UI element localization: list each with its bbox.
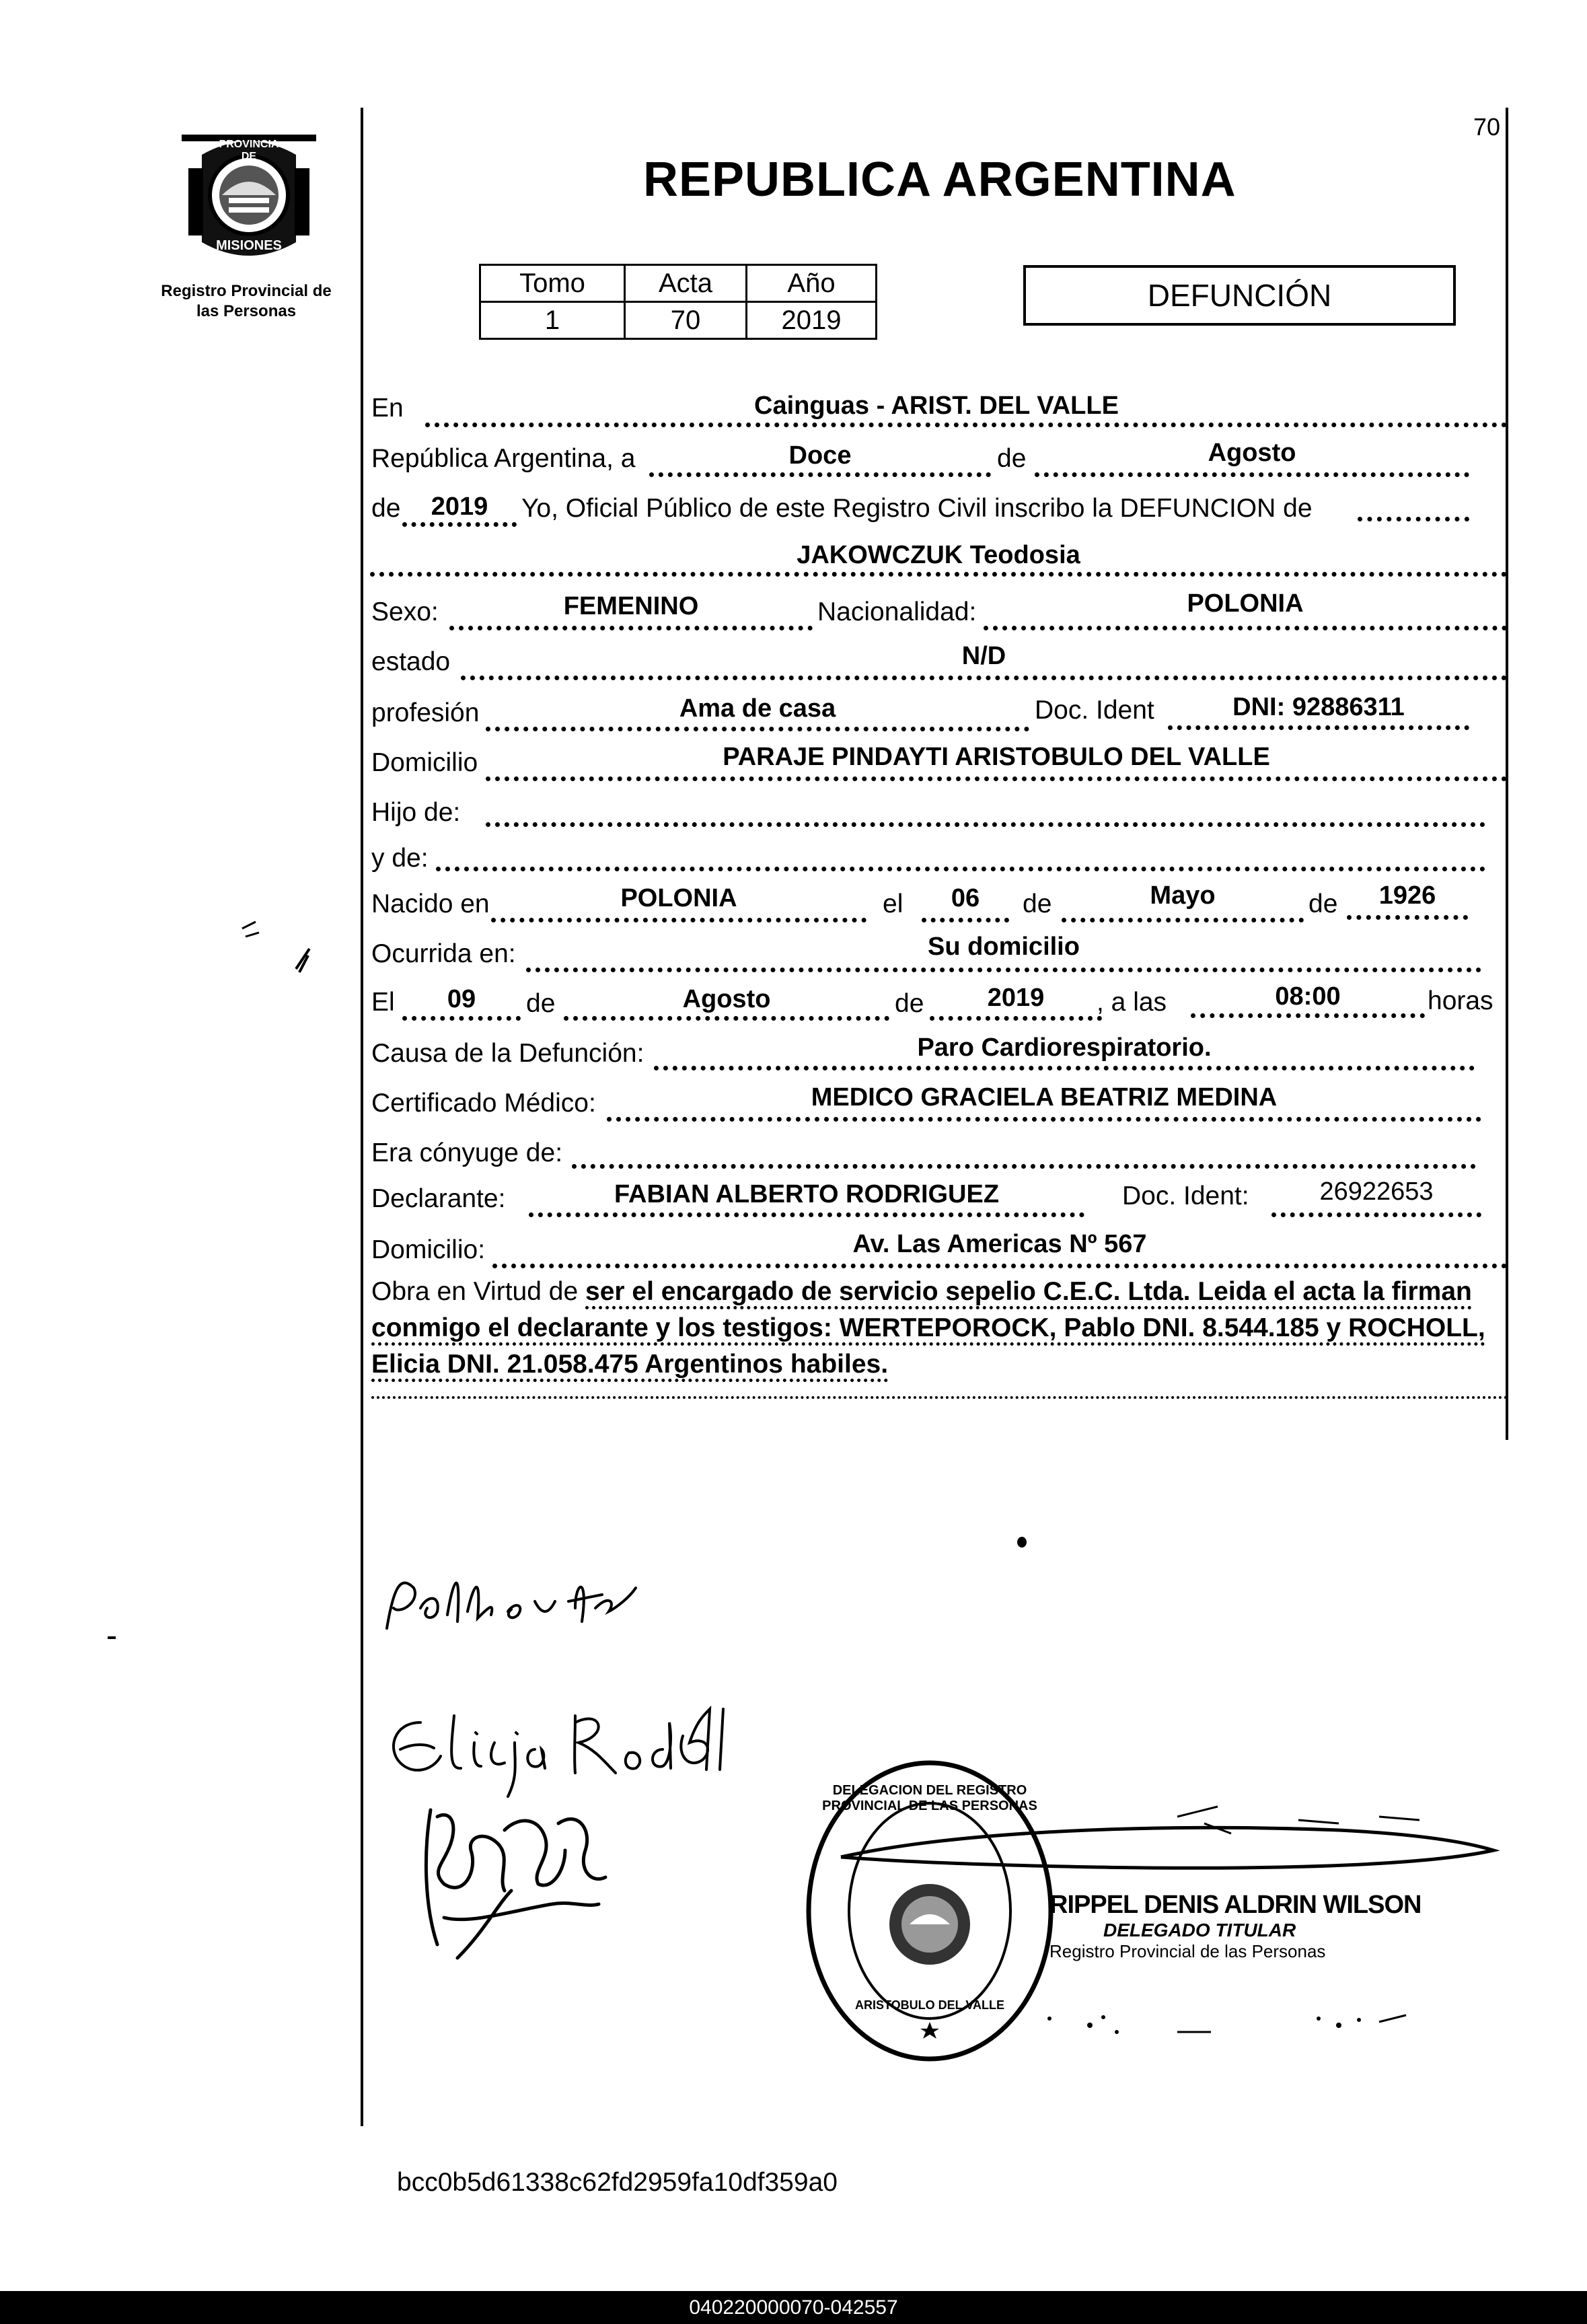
table-header-ano: Año	[747, 265, 877, 302]
estado-value: N/D	[961, 642, 1006, 670]
declarante-label: Declarante:	[371, 1184, 506, 1213]
dot-mark	[1017, 1537, 1027, 1548]
domicilio-label: Domicilio	[371, 748, 478, 777]
de-label-1: de	[997, 444, 1027, 473]
de-label-6: de	[895, 989, 924, 1018]
estado-label: estado	[371, 647, 451, 676]
birth-month: Mayo	[1150, 881, 1216, 910]
death-time: 08:00	[1275, 982, 1341, 1011]
conyuge-line	[572, 1164, 1476, 1169]
nacido-value: POLONIA	[620, 884, 737, 912]
document-hash: bcc0b5d61338c62fd2959fa10df359a0	[397, 2168, 838, 2197]
birth-year: 1926	[1378, 881, 1436, 910]
declarante-doc-label: Doc. Ident:	[1122, 1182, 1249, 1210]
declarante-value: FABIAN ALBERTO RODRIGUEZ	[614, 1180, 1000, 1208]
causa-value: Paro Cardiorespiratorio.	[917, 1033, 1212, 1062]
el-label: el	[883, 889, 903, 918]
name-line	[370, 572, 1507, 577]
ocurrida-label: Ocurrida en:	[371, 939, 516, 968]
obra-text: ser el encargado de servicio sepelio C.E.C. Ltda. Leida el acta la firman conmigo el declarante y los testigos: WERTEPOROCK, Pablo DNI. 8.544.185 y ROCHOLL, Elicia DNI. 21.058.475 Argentinos habiles.	[371, 1277, 1485, 1382]
registry-name	[132, 281, 361, 322]
conyuge-label: Era cónyuge de:	[371, 1138, 563, 1167]
day-line	[649, 472, 991, 477]
profesion-line	[486, 727, 1029, 731]
yde-label: y de:	[371, 844, 429, 873]
obra-end-line	[371, 1396, 1508, 1399]
official-block	[1049, 1891, 1426, 1962]
ocurrida-line	[526, 968, 1481, 972]
yde-line	[436, 867, 1485, 871]
death-year-line	[930, 1016, 1102, 1021]
registry-line-1: Registro Provincial de	[161, 282, 332, 300]
declarante-doc-line	[1271, 1212, 1481, 1217]
table-value-ano: 2019	[747, 302, 877, 339]
table-header-acta: Acta	[625, 265, 747, 302]
logo-text-bottom: MISIONES	[216, 238, 282, 253]
birth-year-line	[1347, 915, 1468, 920]
doc-ident-value: DNI: 92886311	[1232, 693, 1405, 721]
document-title: REPUBLICA ARGENTINA	[643, 153, 1237, 207]
official-name: RIPPEL DENIS ALDRIN WILSON	[1049, 1891, 1422, 1919]
nacionalidad-value: POLONIA	[1187, 589, 1304, 618]
stamp-ring-text: DELEGACION DEL REGISTRO PROVINCIAL DE LAS PERSONAS	[822, 1783, 1037, 1813]
signature-witness-1	[373, 1548, 656, 1655]
certificado-value: MEDICO GRACIELA BEATRIZ MEDINA	[811, 1083, 1278, 1112]
table-value-acta: 70	[625, 302, 747, 339]
death-month-line	[564, 1016, 889, 1021]
page-number: 70	[1473, 113, 1501, 141]
signature-declarant	[404, 1770, 619, 1971]
nacido-label: Nacido en	[371, 889, 490, 918]
death-year: 2019	[987, 984, 1045, 1012]
declarante-doc-value: 26922653	[1319, 1177, 1434, 1206]
official-stamp	[802, 1756, 1058, 2066]
horas-label: horas	[1428, 986, 1493, 1015]
death-day: 09	[447, 985, 476, 1013]
record-type-box	[1023, 265, 1456, 326]
record-type: DEFUNCIÓN	[1147, 278, 1332, 313]
obra-label: Obra en Virtud de	[371, 1277, 579, 1306]
nacionalidad-line	[984, 626, 1507, 630]
death-time-line	[1191, 1013, 1425, 1018]
sexo-line	[449, 626, 813, 630]
month-line	[1035, 472, 1469, 477]
official-title: DELEGADO TITULAR	[1103, 1920, 1296, 1940]
footer-code-bar	[0, 2291, 1587, 2324]
registry-line-2: las Personas	[196, 302, 297, 320]
yo-line	[1358, 517, 1469, 521]
logo-text-top: PROVINCIA DE	[219, 139, 279, 162]
domicilio-value: PARAJE PINDAYTI ARISTOBULO DEL VALLE	[723, 743, 1270, 771]
speckles	[1043, 2005, 1419, 2045]
doc-ident-label: Doc. Ident	[1035, 696, 1154, 725]
death-month: Agosto	[682, 985, 771, 1013]
stray-marks	[235, 908, 316, 982]
obra-paragraph	[371, 1274, 1508, 1383]
nacido-line	[491, 918, 866, 922]
estado-line	[461, 676, 1507, 680]
ocurrida-value: Su domicilio	[928, 933, 1080, 961]
causa-line	[654, 1066, 1475, 1070]
causa-label: Causa de la Defunción:	[371, 1039, 644, 1068]
nacionalidad-label: Nacionalidad:	[817, 597, 977, 626]
sexo-label: Sexo:	[371, 597, 439, 626]
en-line	[425, 423, 1507, 427]
de-label-4: de	[1308, 889, 1338, 918]
official-signature	[827, 1803, 1507, 1884]
table-value-tomo: 1	[480, 302, 625, 339]
birth-month-line	[1062, 918, 1304, 922]
domicilio2-value: Av. Las Americas Nº 567	[852, 1230, 1147, 1258]
footer-code: 040220000070-042557	[689, 2296, 898, 2319]
profesion-value: Ama de casa	[679, 694, 836, 723]
de-label-2: de	[371, 494, 401, 523]
en-value: Cainguas - ARIST. DEL VALLE	[754, 392, 1119, 420]
sexo-value: FEMENINO	[563, 592, 699, 620]
de-label-3: de	[1023, 889, 1052, 918]
left-margin-rule	[361, 108, 363, 2126]
profesion-label: profesión	[371, 698, 480, 727]
day-value: Doce	[788, 441, 852, 470]
hijo-line	[486, 822, 1485, 827]
record-table	[479, 264, 877, 340]
domicilio2-line	[492, 1264, 1507, 1268]
hijo-label: Hijo de:	[371, 798, 461, 827]
official-org: Registro Provincial de las Personas	[1049, 1941, 1326, 1961]
deceased-name: JAKOWCZUK Teodosia	[797, 541, 1080, 569]
certificado-label: Certificado Médico:	[371, 1089, 596, 1118]
republica-label: República Argentina, a	[371, 444, 636, 473]
death-day-line	[402, 1016, 521, 1021]
dash-mark	[108, 1636, 116, 1639]
birth-day-line	[922, 918, 1009, 922]
certificado-line	[607, 1117, 1481, 1122]
en-label: En	[371, 394, 404, 423]
misiones-seal-logo	[182, 128, 316, 269]
doc-ident-line	[1168, 725, 1469, 730]
birth-day: 06	[951, 884, 980, 912]
table-header-tomo: Tomo	[480, 265, 625, 302]
de-label-5: de	[526, 989, 556, 1018]
domicilio2-label: Domicilio:	[371, 1235, 486, 1264]
stamp-inner-text: ARISTOBULO DEL VALLE	[854, 1998, 1004, 2012]
declarante-line	[529, 1212, 1084, 1217]
el-cap-label: El	[371, 988, 395, 1017]
domicilio-line	[486, 776, 1507, 781]
yo-text: Yo, Oficial Público de este Registro Civil inscribo la DEFUNCION de	[521, 494, 1313, 523]
year-line	[402, 522, 517, 527]
month-value: Agosto	[1208, 439, 1296, 467]
alas-label: , a las	[1097, 988, 1167, 1017]
year-value: 2019	[431, 493, 488, 521]
